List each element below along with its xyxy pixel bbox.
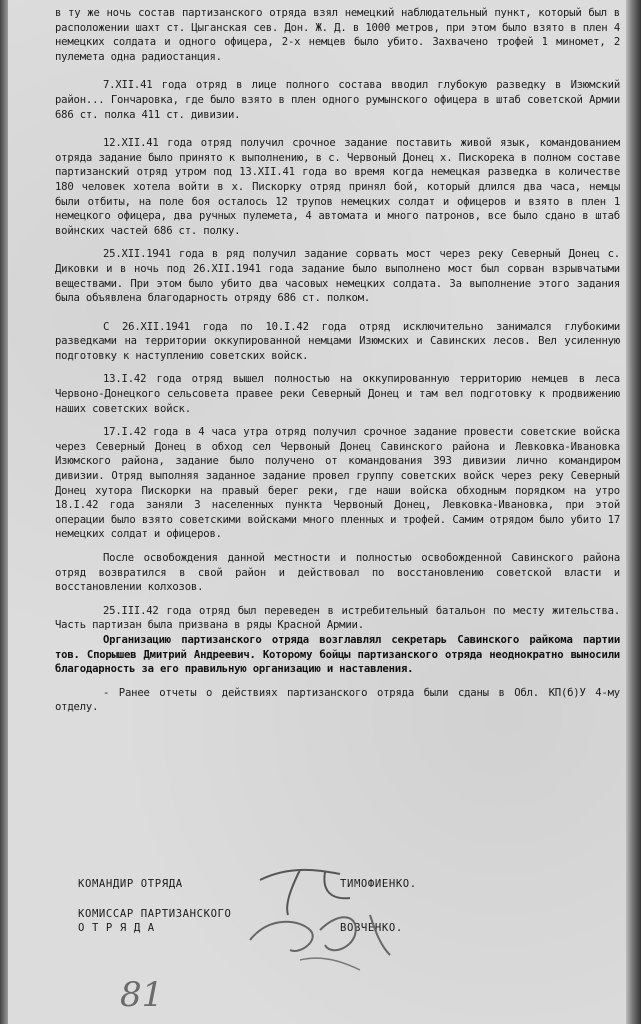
paragraph-8: После освобождения данной местности и полностью освобожденной Савинского района отряд возвратился в свой район и действовал по восстановлению советской власти и восстановлении колхозов.: [55, 552, 620, 594]
document-body: [55, 6, 620, 715]
paragraph-2: 7.XII.41 года отряд в лице полного состава вводил глубокую разведку в Изюмский район... Гончаровка, где было взято в плен одного румынского офицера в штаб советской Армии 686 ст. полка 411 ст. дивизии.: [55, 79, 620, 121]
folio-number: 81: [120, 975, 164, 1015]
commander-title: КОМАНДИР ОТРЯДА: [78, 878, 183, 890]
paragraph-10: Организацию партизанского отряда возглавлял секретарь Савинского райкома партии тов. Спорышев Дмитрий Андреевич. Которому бойцы партизанского отряда неоднократно выносили благодарность за его правильную организацию и наставления.: [55, 633, 620, 676]
paragraph-3: 12.XII.41 года отряд получил срочное задание поставить живой язык, командованием отряда задание было принято к выполнению, в с. Червоный Донец х. Пискорека в полном составе партизанский отряд утром под 13.XII.41 года во время когда немецкая разведка в количестве 180 человек хотела войти в х. Пискорку отряд принял бой, который длился два часа, немцы были отбиты, на поле боя осталось 12 трупов немецких солдат и офицеров и взято в плен 1 немецкого офицера, два ручных пулемета, 4 автомата и много патронов, все было сдано в штаб войнских частей 686 ст. полку.: [55, 137, 620, 237]
paragraph-1: в ту же ночь состав партизанского отряда взял немецкий наблюдательный пункт, который был в расположении шахт ст. Цыганская сев. Дон. Ж. Д. в 1000 метров, при этом было взято в плен 4 немецких солдата и одного офицера, 2-х немцев было убито. Захвачено трофей 1 миномет, 2 пулемета одна радиостанция.: [55, 7, 620, 63]
commissar-title-2: О Т Р Я Д А: [78, 922, 155, 934]
paragraph-9: 25.III.42 года отряд был переведен в истребительный батальон по месту жительства. Часть партизан была призвана в ряды Красной Армии.: [55, 604, 620, 632]
paragraph-7: 17.I.42 года в 4 часа утра отряд получил срочное задание провести советские войска через Северный Донец в обход сел Червоный Донец Савинского района и Левковка-Ивановка Изюмского района, задание было получено от командования 393 дивизии лично командиром дивизии. Отряд выполняя заданное задание провел группу советских войск через реку Северный Донец хутора Пискорки на правый берег реки, где наши войска обходным порядком на утро 18.I.42 года заняли 3 населенных пункта Червоный Донец, Левковка-Ивановка, при этой операции было взято советскими войсками много пленных и трофей. Самим отрядом было убито 17 немецких солдат и офицеров.: [55, 426, 620, 541]
paragraph-11: - Ранее отчеты о действиях партизанского отряда были сданы в Обл. КП(б)У 4-му отделу.: [55, 686, 620, 714]
commissar-title-line-1: [78, 908, 232, 920]
page-shadow-left: [0, 0, 8, 1024]
commissar-title-1: КОМИССАР ПАРТИЗАНСКОГО: [78, 908, 232, 920]
commissar-name: ВОВЧЕНКО.: [340, 922, 403, 934]
commissar-signature-line: [78, 922, 403, 934]
paragraph-4: 25.XII.1941 года в ряд получил задание сорвать мост через реку Северный Донец с. Диковки и в ночь под 26.XII.1941 года задание было выполнено мост был сорван взрывчатыми веществами. При этом было убито два часовых немецких солдата. За выполнение этого задания была объявлена благодарность отряду 686 ст. полком.: [55, 248, 620, 305]
commander-signature-line: [78, 878, 417, 890]
paragraph-6: 13.I.42 года отряд вышел полностью на оккупированную территорию немцев в леса Червоно-Донецкого сельсовета правее реки Северный Донец и там вел подготовку к продвижению наших советских войск.: [55, 373, 620, 415]
commander-name: ТИМОФИЕНКО.: [340, 878, 417, 890]
handwritten-signatures: [230, 860, 400, 980]
page-edge-right: [626, 0, 641, 1024]
paragraph-5: С 26.XII.1941 года по 10.I.42 года отряд исключительно занимался глубокими разведками на территории оккупированной немцами Изюмских и Савинских лесов. Вел усиленную подготовку к наступлению советских войск.: [55, 320, 620, 362]
